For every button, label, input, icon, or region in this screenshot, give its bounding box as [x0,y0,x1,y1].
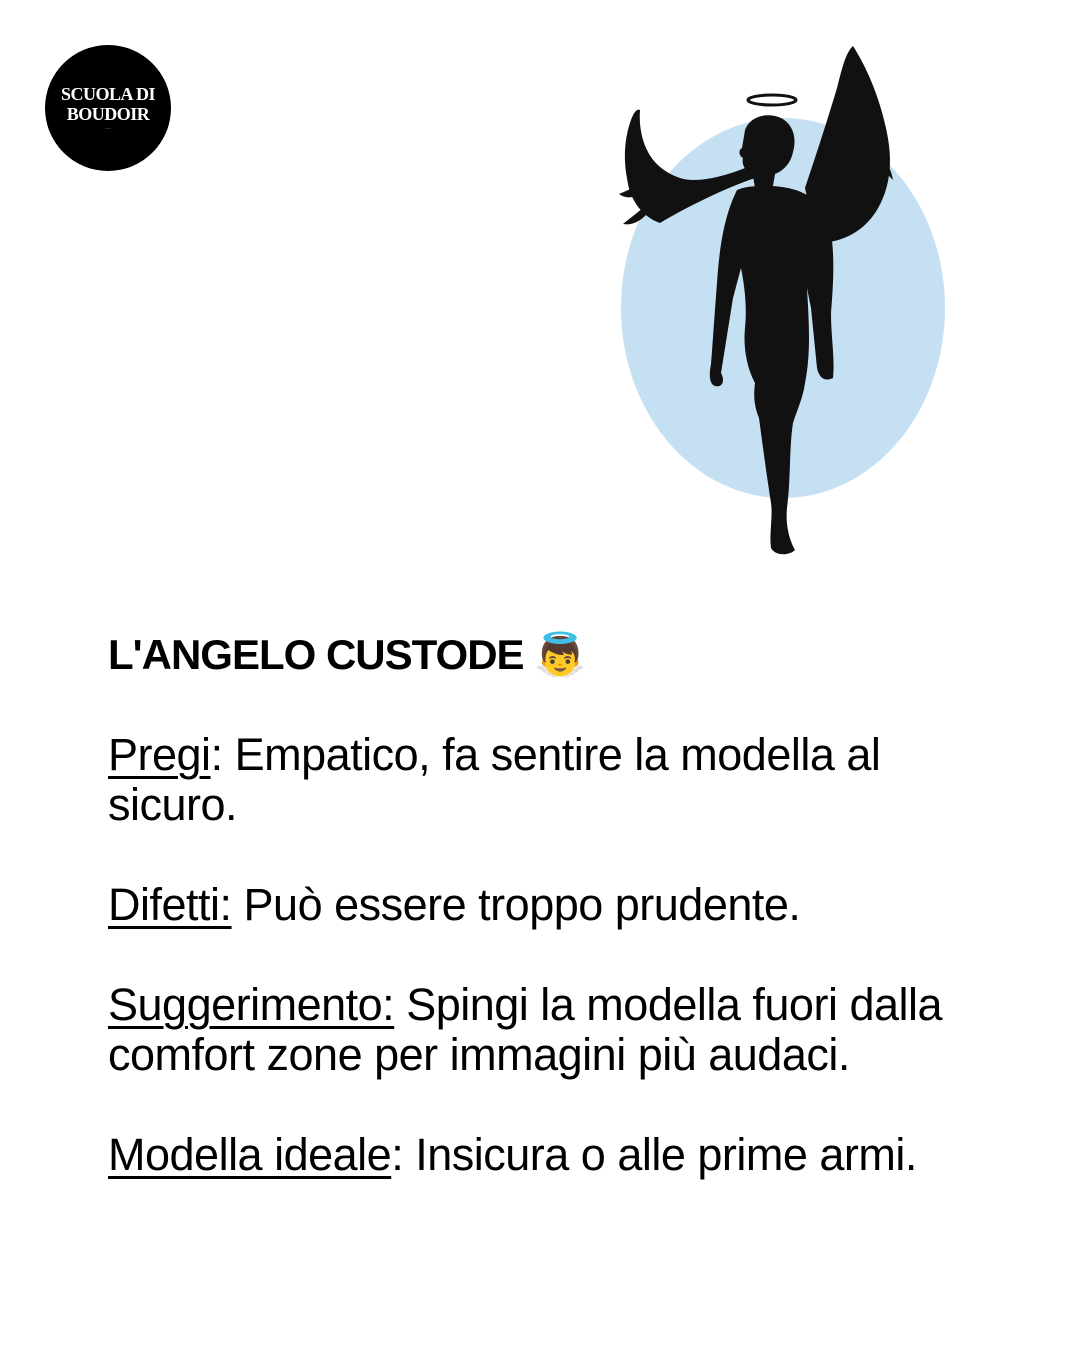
logo-line-1: SCUOLA DI [60,84,156,104]
section-suffix: : [391,1129,404,1180]
section-label: Suggerimento: [108,979,395,1030]
section-difetti [108,880,1008,930]
brand-logo [45,45,171,171]
section-text: Empatico, fa sentire la modella al sicuro. [108,729,881,830]
page-title: L'ANGELO CUSTODE 👼 [108,631,586,678]
logo-line-2: BOUDOIR [66,104,150,124]
section-modella-ideale [108,1130,1008,1180]
main-content [108,630,1008,1230]
section-pregi [108,730,1008,830]
section-label: Modella ideale [108,1129,392,1180]
section-suffix: : [210,729,223,780]
section-text: Insicura o alle prime armi. [403,1129,917,1180]
section-label: Difetti: [108,879,232,930]
halo-icon [748,95,796,105]
angel-illustration [605,38,1005,568]
section-text: Spingi la modella fuori dalla comfort zone per immagini più audaci. [108,979,943,1080]
section-text: Può essere troppo prudente. [231,879,801,930]
section-suggerimento [108,980,1008,1080]
logo-tagline-mark: · · · · · · · · [105,127,111,131]
section-label: Pregi [108,729,211,780]
angel-silhouette-icon [605,38,1005,568]
